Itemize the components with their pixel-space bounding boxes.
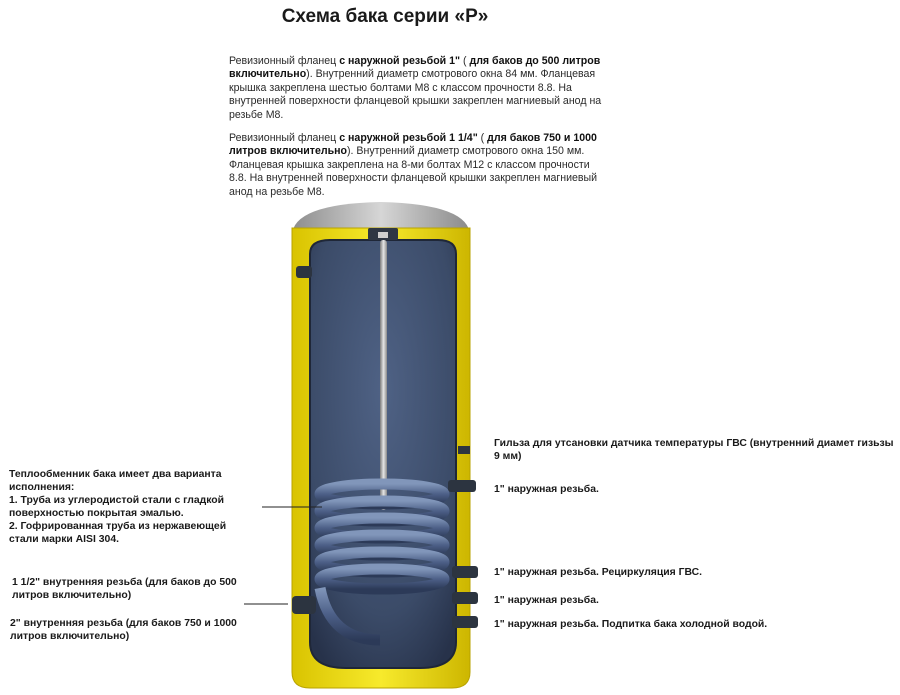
cleanout-port: [292, 596, 316, 614]
sensor-sleeve-label: Гильза для утсановки датчика температуры ГВС (внутренний диамет гизьзы 9 мм): [494, 438, 894, 462]
flange-large-text: Ревизионный фланец: [229, 132, 340, 144]
heat-exchanger-line: 1. Труба из углеродистой стали с гладкой: [9, 495, 225, 506]
diagram-title: Схема бака серии «P»: [281, 6, 489, 27]
port-small-label: 1 1/2" внутренняя резьба (для баков до 500 литров включительно): [12, 577, 237, 601]
flange-large-text: ). Внутренний диаметр смотрового окна 150 мм. Фланцевая крышка закреплена на 8-ми болтах М12 с классом прочности 8.8. На внутренней поверхности фланцевой крышки закреплен магниевый анод на резьбе М8.: [229, 145, 598, 198]
flange-small-text: Ревизионный фланец: [229, 55, 340, 67]
flange-large-thread: с наружной резьбой 1 1/4": [339, 132, 478, 144]
heat-exchanger-line: Теплообменник бака имеет два варианта: [9, 469, 222, 480]
flange-small-text: (: [460, 55, 470, 67]
flange-small-range: для баков до 500 литров включительно: [229, 55, 601, 81]
heat-exchanger-description: [9, 468, 259, 546]
heat-exchanger-line: поверхностью покрытая эмалью.: [9, 508, 184, 519]
flange-large-text: (: [477, 132, 488, 144]
upper-side-fitting: [296, 266, 312, 278]
flange-large-range: для баков 750 и 1000 литров включительно: [229, 132, 597, 158]
heat-exchanger-line: исполнения:: [9, 482, 75, 493]
port-large-label: 2" внутренняя резьба (для баков 750 и 1000 литров включительно): [10, 618, 237, 642]
flange-small-thread: с наружной резьбой 1": [339, 55, 461, 67]
magnesium-anode: [380, 240, 387, 510]
heat-exchanger-line: стали марки AISI 304.: [9, 534, 119, 545]
outlet-mid-label: 1" наружная резьба.: [494, 595, 599, 606]
outlet-top-label: 1" наружная резьба.: [494, 484, 599, 495]
outlet-fitting-mid: [452, 592, 478, 604]
outlet-fitting-top: [448, 480, 476, 492]
sensor-sleeve-fitting: [458, 446, 470, 454]
cold-water-label: 1" наружная резьба. Подпитка бака холодной водой.: [494, 619, 768, 630]
recirculation-fitting: [452, 566, 478, 578]
recirculation-label: 1" наружная резьба. Рециркуляция ГВС.: [494, 567, 702, 578]
heat-exchanger-line: 2. Гофрированная труба из нержавеющей: [9, 521, 227, 532]
cold-water-fitting: [452, 616, 478, 628]
flange-small-text: ). Внутренний диаметр смотрового окна 84 мм. Фланцевая крышка закреплена шестью болтами М8 с классом прочности 8.8. На внутренней поверхности фланцевой крышки закреплен магниевый анод на резьбе М8.: [229, 68, 602, 121]
flange-bolt-head: [378, 232, 388, 238]
